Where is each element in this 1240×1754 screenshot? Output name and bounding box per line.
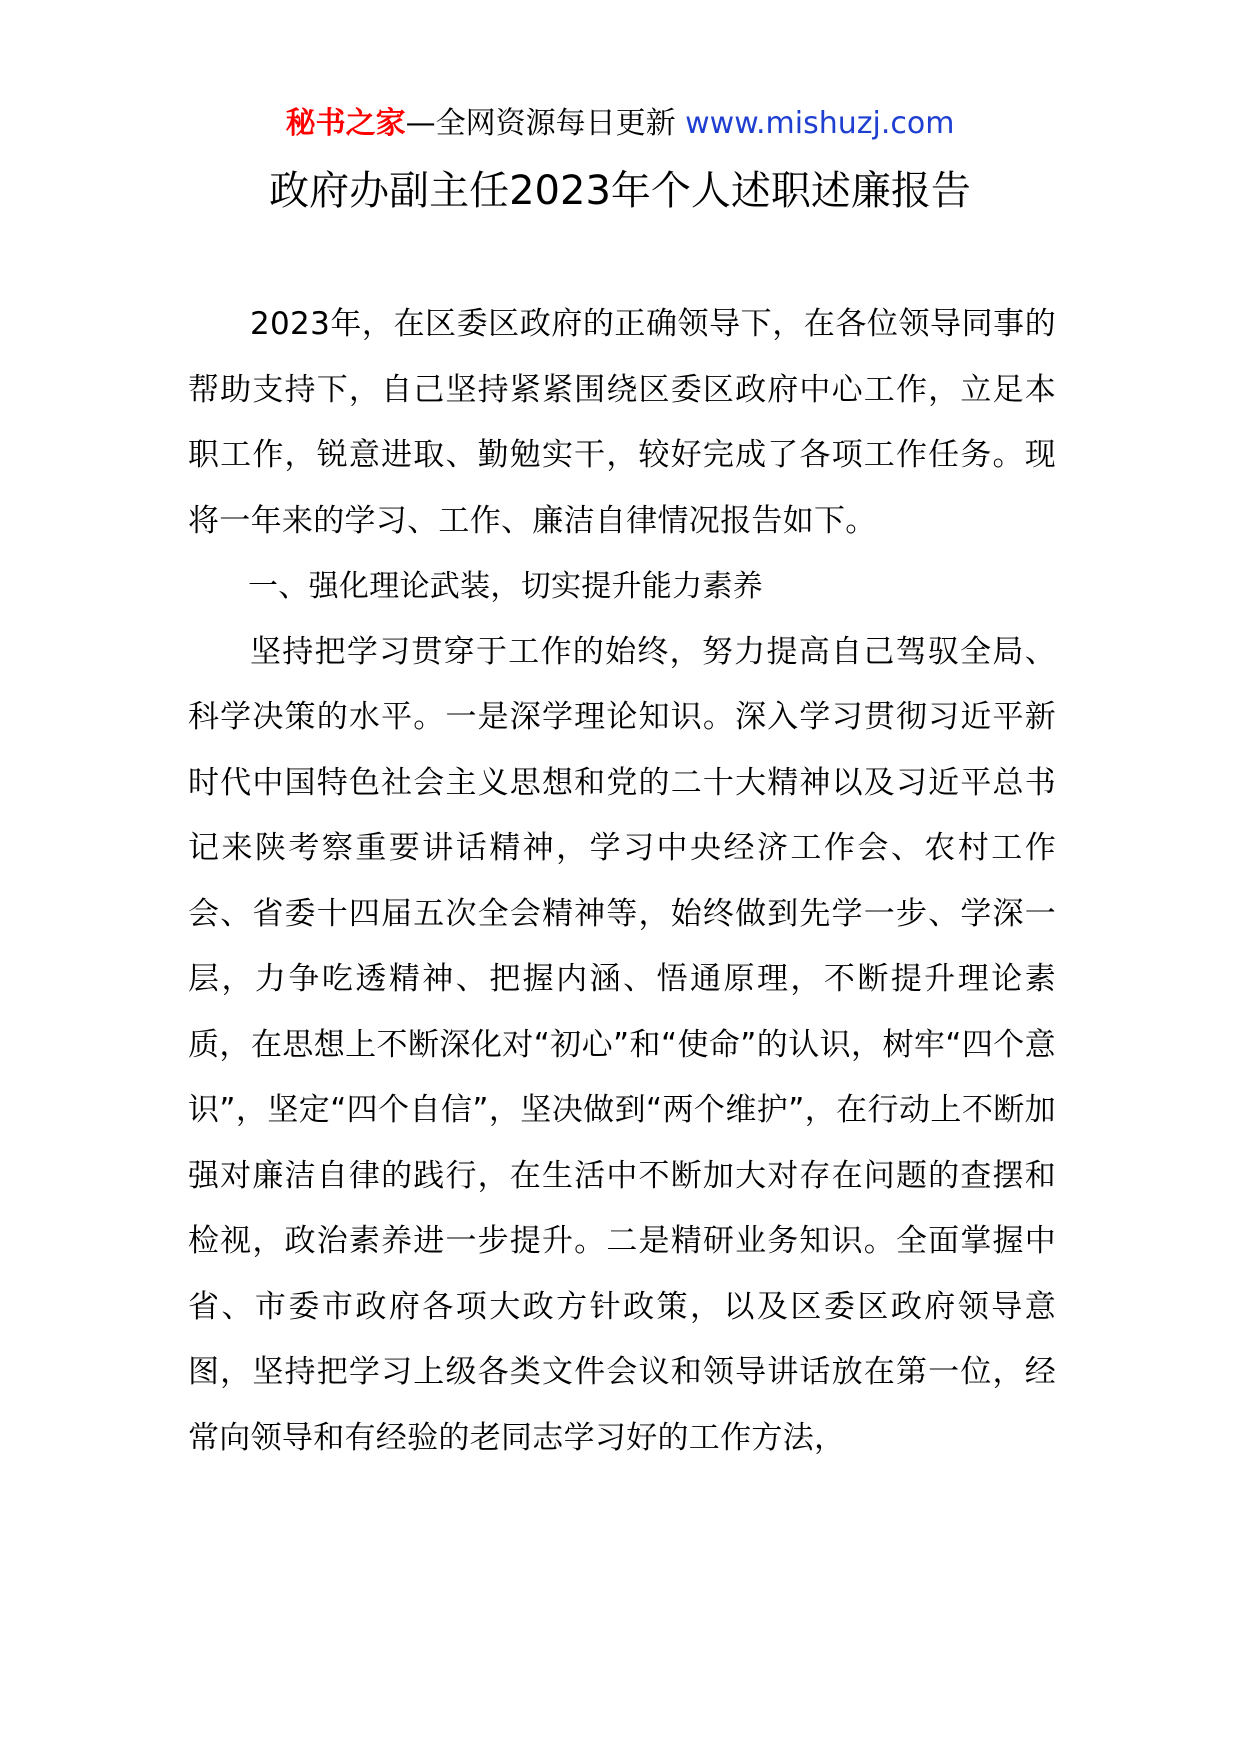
header-slogan: —全网资源每日更新 <box>405 106 686 141</box>
site-header <box>0 102 1240 146</box>
intro-paragraph: 2023年，在区委区政府的正确领导下，在各位领导同事的帮助支持下，自己坚持紧紧围绕区委区政府中心工作，立足本职工作，锐意进取、勤勉实干，较好完成了各项工作任务。现将一年来的学习、工作、廉洁自律情况报告如下。 <box>188 306 1056 539</box>
site-url-link[interactable]: www.mishuzj.com <box>685 106 955 141</box>
document-title: 政府办副主任2023年个人述职述廉报告 <box>269 168 971 214</box>
section-heading-1: 一、强化理论武装，切实提升能力素养 <box>248 569 764 604</box>
document-body <box>188 292 1056 1471</box>
brand-name: 秘书之家 <box>285 106 406 141</box>
body-paragraph: 坚持把学习贯穿于工作的始终，努力提高自己驾驭全局、科学决策的水平。一是深学理论知识。深入学习贯彻习近平新时代中国特色社会主义思想和党的二十大精神以及习近平总书记来陕考察重要讲话精神，学习中央经济工作会、农村工作会、省委十四届五次全会精神等，始终做到先学一步、学深一层，力争吃透精神、把握内涵、悟通原理，不断提升理论素质，在思想上不断深化对“初心”和“使命”的认识，树牢“四个意识”，坚定“四个自信”，坚决做到“两个维护”，在行动上不断加强对廉洁自律的践行，在生活中不断加大对存在问题的查摆和检视，政治素养进一步提升。二是精研业务知识。全面掌握中省、市委市政府各项大政方针政策，以及区委区政府领导意图，坚持把学习上级各类文件会议和领导讲话放在第一位，经常向领导和有经验的老同志学习好的工作方法， <box>188 633 1056 1456</box>
